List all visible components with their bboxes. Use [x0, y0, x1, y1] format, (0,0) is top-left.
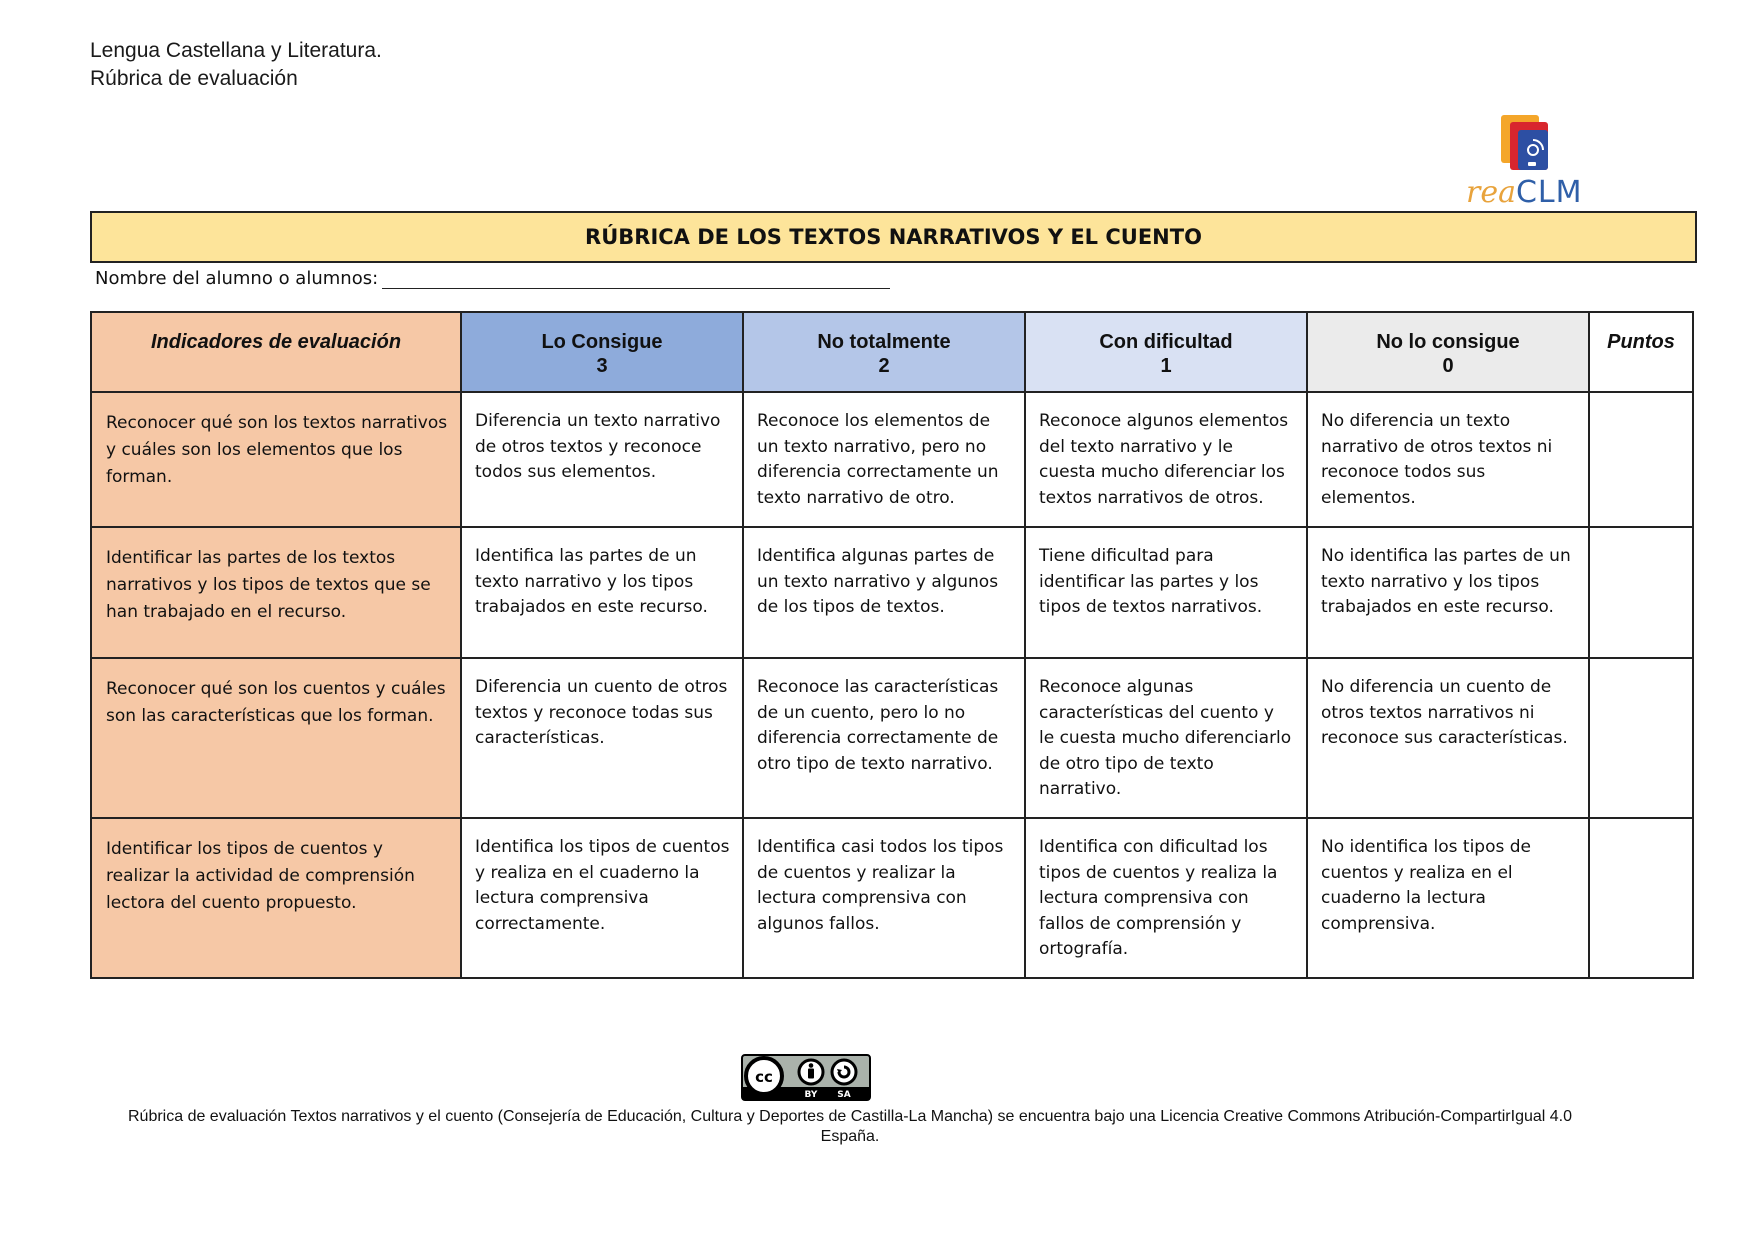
- level-3-cell: Diferencia un cuento de otros textos y reconoce todas sus características.: [461, 658, 743, 818]
- header-indicators-label: Indicadores de evaluación: [150, 331, 402, 353]
- header-level-1-score: 1: [1160, 355, 1172, 377]
- cc-by-label: BY: [804, 1090, 818, 1100]
- table-header-row: [91, 312, 1693, 392]
- table-row: [91, 658, 1693, 818]
- header-level-2-label: No totalmente: [817, 331, 951, 353]
- document-header: [90, 37, 382, 93]
- level-2-cell: Reconoce las características de un cuento, pero lo no diferencia correctamente de otro tipo de texto narrativo.: [743, 658, 1025, 818]
- student-name-line: [95, 268, 890, 289]
- student-name-label: Nombre del alumno o alumnos:: [95, 268, 379, 289]
- level-0-cell: No diferencia un cuento de otros textos narrativos ni reconoce sus características.: [1307, 658, 1589, 818]
- level-3-cell: Identifica los tipos de cuentos y realiza en el cuaderno la lectura comprensiva correctamente.: [461, 818, 743, 978]
- level-2-cell: Identifica algunas partes de un texto narrativo y algunos de los tipos de textos.: [743, 527, 1025, 658]
- level-2-cell: Identifica casi todos los tipos de cuentos y realizar la lectura comprensiva con algunos fallos.: [743, 818, 1025, 978]
- header-level-2-score: 2: [878, 355, 890, 377]
- cc-by-sa-icon: [741, 1054, 871, 1101]
- table-row: [91, 818, 1693, 978]
- subject-title: Lengua Castellana y Literatura.: [90, 39, 382, 62]
- table-row: [91, 527, 1693, 658]
- indicator-cell: Identificar las partes de los textos narrativos y los tipos de textos que se han trabajado en el recurso.: [91, 527, 461, 658]
- table-row: [91, 392, 1693, 527]
- logo-wordmark-part2: CLM: [1515, 175, 1583, 210]
- level-0-cell: No diferencia un texto narrativo de otros textos ni reconoce todos sus elementos.: [1307, 392, 1589, 527]
- header-points-label: Puntos: [1607, 331, 1675, 353]
- level-0-cell: No identifica los tipos de cuentos y realiza en el cuaderno la lectura comprensiva.: [1307, 818, 1589, 978]
- header-level-3-score: 3: [596, 355, 608, 377]
- level-1-cell: Identifica con dificultad los tipos de cuentos y realiza la lectura comprensiva con fallos de comprensión y ortografía.: [1025, 818, 1307, 978]
- indicator-cell: Identificar los tipos de cuentos y realizar la actividad de comprensión lectora del cuento propuesto.: [91, 818, 461, 978]
- reaclm-logo: [1466, 112, 1606, 212]
- header-level-0-score: 0: [1442, 355, 1454, 377]
- level-1-cell: Tiene dificultad para identificar las partes y los tipos de textos narrativos.: [1025, 527, 1307, 658]
- license-footer: [90, 1107, 1610, 1147]
- logo-wordmark-part1: rea: [1466, 175, 1516, 210]
- rubric-title-bar: [90, 211, 1697, 263]
- level-1-cell: Reconoce algunos elementos del texto narrativo y le cuesta mucho diferenciar los textos narrativos de otros.: [1025, 392, 1307, 527]
- cc-by-sa-badge[interactable]: [741, 1054, 871, 1101]
- cc-sa-label: SA: [837, 1090, 851, 1100]
- document-subtitle: Rúbrica de evaluación: [90, 67, 298, 90]
- points-cell[interactable]: [1589, 527, 1693, 658]
- points-cell[interactable]: [1589, 392, 1693, 527]
- level-3-cell: Diferencia un texto narrativo de otros textos y reconoce todos sus elementos.: [461, 392, 743, 527]
- rubric-table: [90, 311, 1694, 979]
- svg-text:cc: cc: [755, 1068, 773, 1086]
- header-indicators: [91, 312, 461, 392]
- header-level-3-label: Lo Consigue: [541, 331, 663, 353]
- reaclm-logo-icon: [1466, 112, 1606, 182]
- level-1-cell: Reconoce algunas características del cuento y le cuesta mucho diferenciarlo de otro tipo de texto narrativo.: [1025, 658, 1307, 818]
- points-cell[interactable]: [1589, 818, 1693, 978]
- header-level-3: [461, 312, 743, 392]
- points-cell[interactable]: [1589, 658, 1693, 818]
- level-2-cell: Reconoce los elementos de un texto narrativo, pero no diferencia correctamente un texto narrativo de otro.: [743, 392, 1025, 527]
- header-level-1-label: Con dificultad: [1099, 331, 1233, 353]
- header-level-1: [1025, 312, 1307, 392]
- header-level-0-label: No lo consigue: [1376, 331, 1520, 353]
- license-text-line1: Rúbrica de evaluación Textos narrativos y el cuento (Consejería de Educación, Cultura y Deportes de Castilla-La Mancha) se encuentra bajo una Licencia Creative Commons Atribución-CompartirIgual 4.0: [127, 1108, 1572, 1125]
- indicator-cell: Reconocer qué son los cuentos y cuáles son las características que los forman.: [91, 658, 461, 818]
- header-level-2: [743, 312, 1025, 392]
- header-level-0: [1307, 312, 1589, 392]
- rubric-title: RÚBRICA DE LOS TEXTOS NARRATIVOS Y EL CUENTO: [585, 225, 1202, 249]
- header-points: [1589, 312, 1693, 392]
- level-0-cell: No identifica las partes de un texto narrativo y los tipos trabajados en este recurso.: [1307, 527, 1589, 658]
- student-name-blank[interactable]: [382, 268, 890, 289]
- level-3-cell: Identifica las partes de un texto narrativo y los tipos trabajados en este recurso.: [461, 527, 743, 658]
- license-text-line2: España.: [820, 1128, 880, 1145]
- logo-wordmark: [1466, 176, 1606, 210]
- indicator-cell: Reconocer qué son los textos narrativos y cuáles son los elementos que los forman.: [91, 392, 461, 527]
